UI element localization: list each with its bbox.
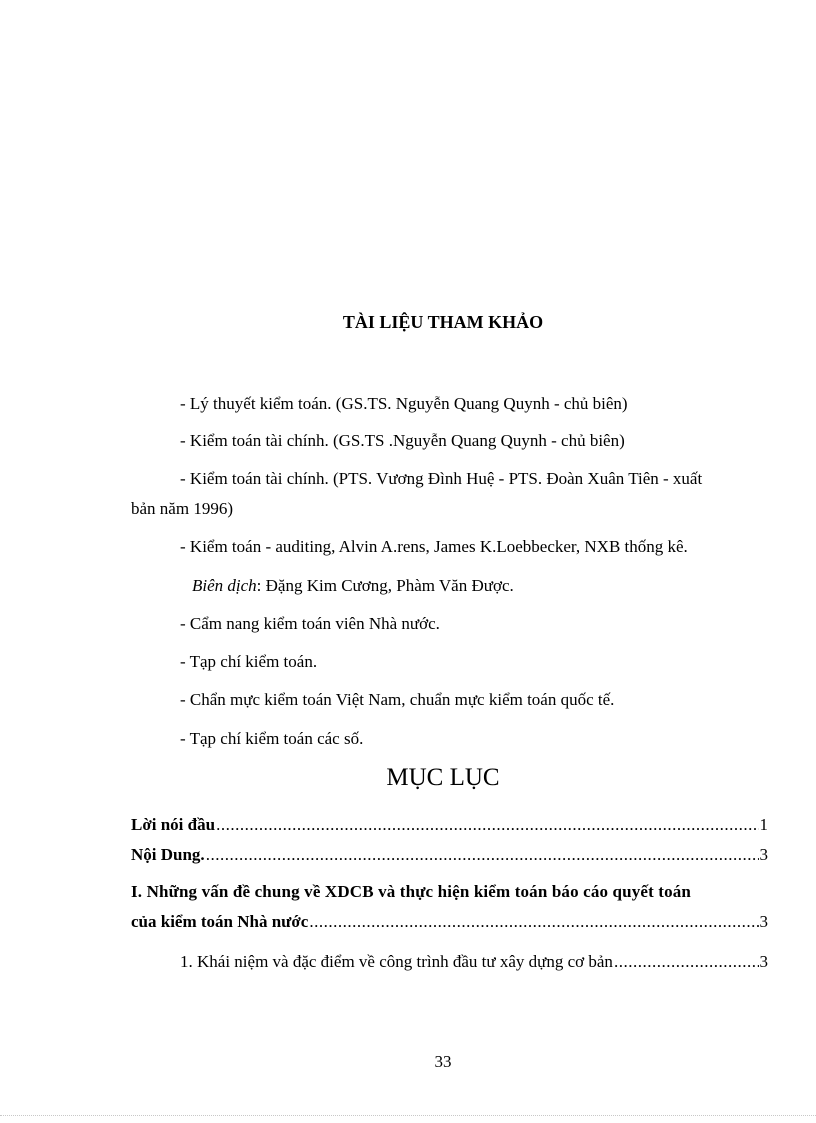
toc-entry-label: Nội Dung.: [131, 845, 205, 864]
toc-entry-page: 3: [759, 912, 768, 931]
toc-entry-label: của kiểm toán Nhà nước: [131, 912, 309, 931]
toc-entry-page: 3: [759, 952, 768, 971]
reference-item-7: - Chẩn mực kiểm toán Việt Nam, chuẩn mực kiểm toán quốc tế.: [180, 690, 615, 709]
translator-names: : Đặng Kim Cương, Phàm Văn Được.: [256, 576, 514, 595]
toc-leader: [206, 845, 759, 865]
references-title: TÀI LIỆU THAM KHẢO: [342, 312, 544, 332]
reference-translator: [192, 576, 514, 596]
toc-entry-label-line1[interactable]: I. Những vấn đề chung về XDCB và thực hiện kiểm toán báo cáo quyết toán: [131, 882, 692, 901]
toc-entry-page: 3: [759, 845, 768, 864]
toc-entry[interactable]: [131, 912, 768, 932]
toc-title: MỤC LỤC: [386, 764, 500, 791]
toc-entry[interactable]: [131, 845, 768, 865]
page-number: 33: [434, 1052, 452, 1071]
reference-item-5: - Cẩm nang kiểm toán viên Nhà nước.: [180, 614, 440, 633]
toc-entry-page: 1: [759, 815, 768, 834]
page-bottom-rule: [0, 1115, 816, 1116]
reference-item-4: - Kiểm toán - auditing, Alvin A.rens, James K.Loebbecker, NXB thống kê.: [180, 537, 688, 556]
toc-leader: [309, 912, 758, 932]
toc-entry[interactable]: [180, 952, 768, 972]
toc-entry-label: Lời nói đầu: [131, 815, 216, 834]
reference-item-2: - Kiểm toán tài chính. (GS.TS .Nguyễn Quang Quynh - chủ biên): [180, 431, 625, 450]
translator-label: Biên dịch: [192, 576, 257, 595]
toc-entry[interactable]: [131, 815, 768, 835]
reference-item-8: - Tạp chí kiểm toán các số.: [180, 729, 364, 748]
reference-item-3-continued: bản năm 1996): [131, 499, 233, 518]
toc-leader: [216, 815, 758, 835]
reference-item-6: - Tạp chí kiểm toán.: [180, 652, 318, 671]
toc-leader: [614, 952, 759, 972]
reference-item-3: - Kiểm toán tài chính. (PTS. Vương Đình Huệ - PTS. Đoàn Xuân Tiên - xuất: [180, 469, 703, 488]
toc-entry-label: 1. Khái niệm và đặc điểm về công trình đầu tư xây dựng cơ bản: [180, 952, 613, 971]
reference-item-1: - Lý thuyết kiểm toán. (GS.TS. Nguyễn Quang Quynh - chủ biên): [180, 394, 628, 413]
